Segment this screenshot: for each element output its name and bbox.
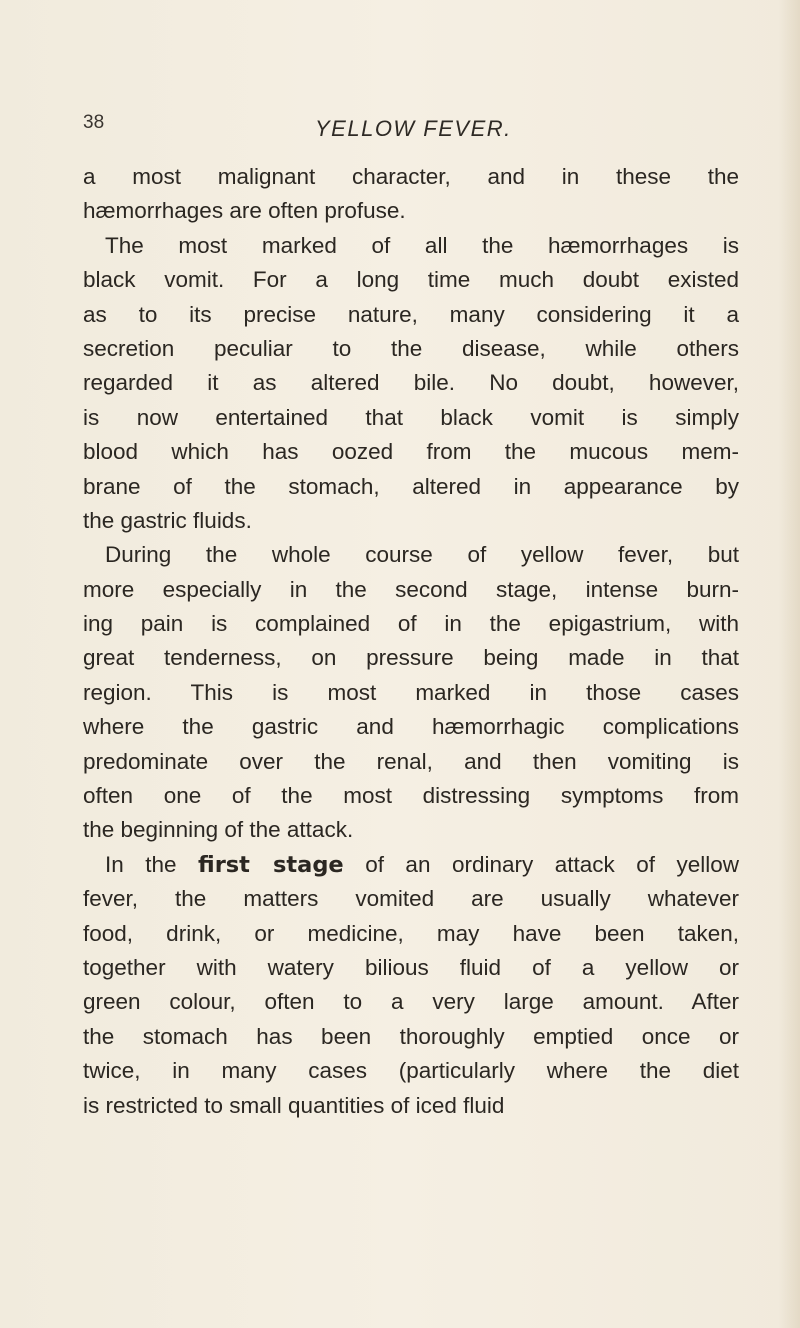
page-edge-shadow — [778, 0, 800, 1328]
text-line: fever, the matters vomited are usually whatever — [83, 886, 739, 912]
text-line: often one of the most distressing symptoms from — [83, 783, 739, 809]
text-line: the gastric fluids. — [83, 507, 252, 533]
text-line: secretion peculiar to the disease, while others — [83, 335, 739, 361]
text-line: predominate over the renal, and then vomiting is — [83, 748, 739, 774]
running-title: YELLOW FEVER. — [315, 116, 512, 141]
text-line: brane of the stomach, altered in appearance by — [83, 473, 739, 499]
text-line: is now entertained that black vomit is simply — [83, 404, 739, 430]
paragraph — [83, 538, 739, 848]
text-fragment: In the — [105, 851, 177, 877]
text-line: where the gastric and hæmorrhagic complications — [83, 714, 739, 740]
text-line: as to its precise nature, many considering it a — [83, 301, 739, 327]
text-line: The most marked of all the hæmorrhages is — [105, 232, 739, 258]
text-line: the stomach has been thoroughly emptied once or — [83, 1023, 739, 1049]
page-header — [83, 112, 743, 146]
body-text — [83, 160, 739, 1123]
text-line: region. This is most marked in those cases — [83, 679, 739, 705]
text-line-with-emphasis — [83, 848, 739, 882]
text-line: hæmorrhages are often profuse. — [83, 198, 406, 224]
text-line: is restricted to small quantities of iced fluid — [83, 1092, 505, 1118]
text-line: green colour, often to a very large amount. After — [83, 989, 739, 1015]
bold-emphasis: first stage — [198, 851, 344, 878]
text-line: great tenderness, on pressure being made in that — [83, 645, 739, 671]
text-line: a most malignant character, and in these the — [83, 164, 739, 189]
text-line: regarded it as altered bile. No doubt, however, — [83, 370, 739, 396]
text-line: twice, in many cases (particularly where the diet — [83, 1058, 739, 1084]
text-fragment: of an ordinary attack of yellow — [365, 851, 739, 877]
text-line: food, drink, or medicine, may have been taken, — [83, 920, 739, 946]
text-line: the beginning of the attack. — [83, 817, 354, 843]
text-line: During the whole course of yellow fever, but — [105, 542, 739, 568]
paragraph — [83, 229, 739, 539]
text-line: together with watery bilious fluid of a yellow or — [83, 954, 739, 980]
text-line: more especially in the second stage, intense burn- — [83, 576, 739, 602]
text-line: ing pain is complained of in the epigastrium, with — [83, 611, 739, 637]
text-line: black vomit. For a long time much doubt existed — [83, 267, 739, 293]
paragraph — [83, 160, 739, 229]
paragraph — [83, 848, 739, 1123]
page-number: 38 — [83, 112, 105, 133]
text-line: blood which has oozed from the mucous mem- — [83, 439, 739, 465]
